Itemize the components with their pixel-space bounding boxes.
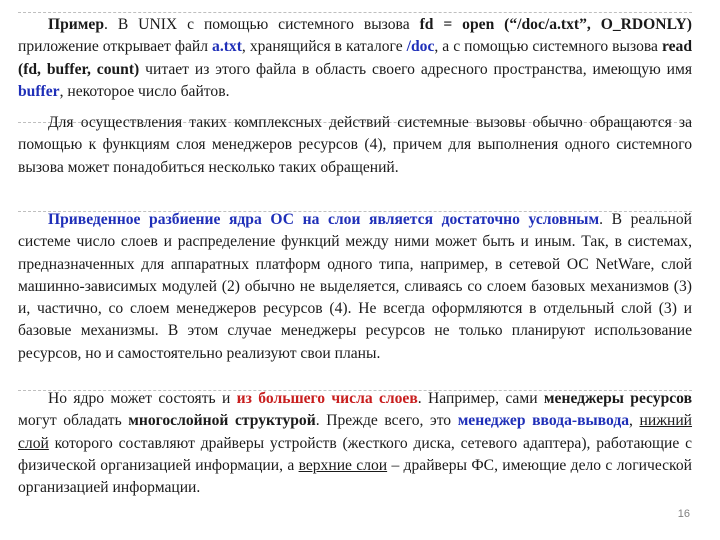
paragraph-system-calls bbox=[18, 112, 692, 179]
directory-name: /doc bbox=[406, 38, 435, 56]
code-open-call: fd = open (“/doc/a.txt”, O_RDONLY) bbox=[419, 16, 692, 33]
term-resource-managers: менеджеры ресурсов bbox=[543, 390, 692, 407]
text-run: . Например, сами bbox=[417, 390, 544, 407]
paragraph-more-layers bbox=[18, 388, 692, 499]
text-run: W bbox=[618, 255, 632, 273]
text-run: , bbox=[629, 412, 640, 430]
text-run: могут обладать bbox=[18, 412, 129, 430]
code-read-call: read (fd, buffer, count) bbox=[18, 38, 693, 78]
text-run: – драйверы ФС, имеющие дело с логической организацией информации. bbox=[18, 456, 692, 497]
text-run: , некоторое число байтов. bbox=[59, 82, 230, 100]
text-run: . В реальной системе число слоев и распределение функций между ними может быть и иным. Так, в системах, предназначенных для аппаратных платформ одного типа, например, в сетевой ОС Net bbox=[18, 211, 692, 273]
term-upper-layers: верхние слои bbox=[298, 456, 388, 474]
paragraph-layers bbox=[18, 209, 692, 365]
paragraph-example bbox=[18, 14, 692, 103]
text-run: приложение открывает файл bbox=[18, 38, 213, 56]
term-io-manager: менеджер ввода-вывода bbox=[457, 412, 630, 430]
text-run: Но ядро может состоять и bbox=[48, 390, 237, 407]
text-run: . Прежде всего, это bbox=[315, 412, 458, 430]
text-run: читает из этого файла в область своего адресного пространства, имеющую имя bbox=[139, 60, 692, 78]
divider bbox=[18, 12, 692, 13]
buffer-name: buffer bbox=[18, 82, 60, 100]
highlight-more-layers: из большего числа слоев bbox=[236, 390, 418, 407]
text-run: , хранящийся в каталоге bbox=[241, 38, 407, 56]
file-name: a.txt bbox=[212, 38, 242, 56]
text-run: , а с помощью системного вызова bbox=[434, 38, 662, 56]
text-run: are, слой машинно-зависимых модулей (2) обычно не выделяется, сливаясь со слоем базовых механизмов (3) и, частично, со слоем менеджеров ресурсов (4). Не всегда оформляются в отдельный слой (3) и базовые механизмы. В этом случае менеджеры ресурсов не только планируют использование ресурсов, но и самостоятельно реализуют свои планы. bbox=[18, 255, 692, 362]
term-multilayer: многослойной структурой bbox=[128, 412, 316, 430]
text-run: Для осуществления таких комплексных действий системные вызовы обычно обращаются за помощью к функциям слоя менеджеров ресурсов (4), причем для выполнения одного системного вызова может понадобиться несколько таких обращений. bbox=[18, 114, 692, 176]
term-lower-layer: нижний слой bbox=[18, 412, 693, 452]
term-example: Пример bbox=[48, 16, 105, 33]
key-statement: Приведенное разбиение ядра ОС на слои является достаточно условным bbox=[48, 211, 600, 228]
text-run: которого составляют драйверы устройств (жесткого диска, сетевого адаптера), работающие с физической организацией информации, а bbox=[18, 434, 692, 474]
page-number: 16 bbox=[677, 508, 690, 520]
text-run: . В UNIX с помощью системного вызова bbox=[104, 16, 420, 33]
